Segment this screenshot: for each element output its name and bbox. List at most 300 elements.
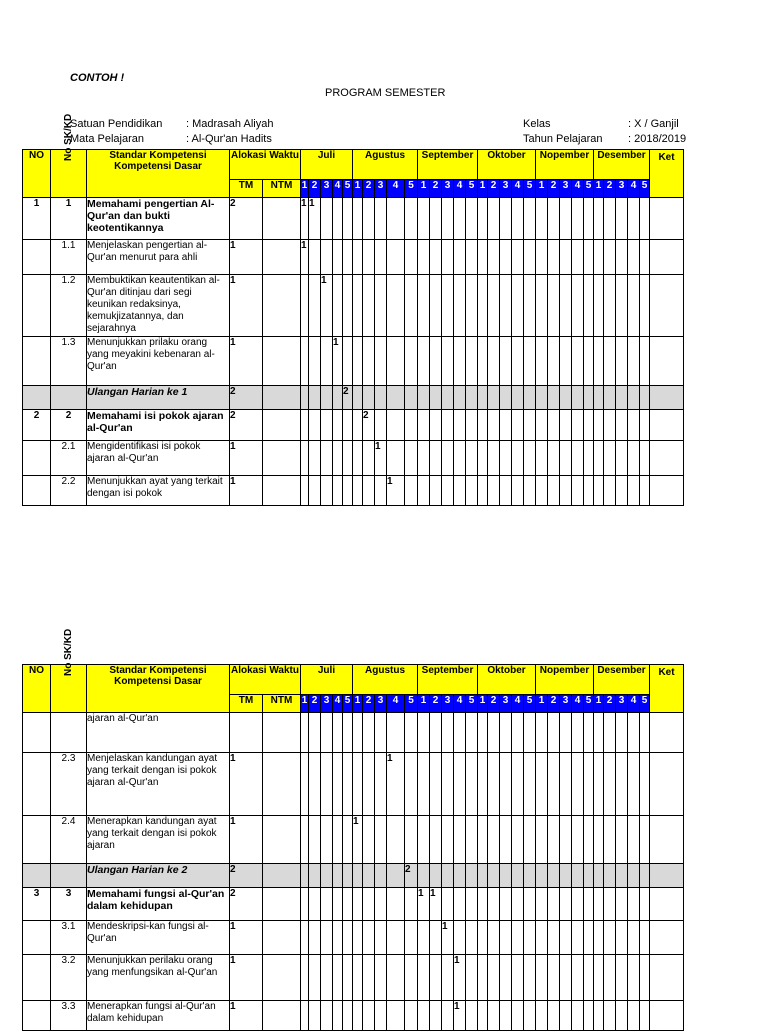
header-week: 5 — [343, 180, 353, 198]
row-kd: 2 — [51, 410, 87, 441]
week-cell — [604, 275, 616, 337]
week-cell — [604, 888, 616, 921]
week-cell — [548, 441, 560, 476]
week-cell — [478, 198, 488, 240]
week-cell — [375, 476, 387, 506]
header-week: 1 — [301, 180, 309, 198]
week-cell — [548, 955, 560, 1001]
header-week: 2 — [430, 180, 442, 198]
week-cell — [454, 753, 466, 816]
header-ntm: NTM — [263, 180, 301, 198]
week-cell — [560, 864, 572, 888]
week-cell — [616, 240, 628, 275]
row-competency: Membuktikan keautentikan al-Qur'an ditinjau dari segi keunikan redaksinya, kemukjizatannya, dan sejarahnya — [87, 275, 230, 337]
week-cell — [536, 410, 548, 441]
week-cell — [430, 441, 442, 476]
row-competency: Menunjukkan perilaku orang yang menfungsikan al-Qur'an — [87, 955, 230, 1001]
week-cell — [512, 816, 524, 864]
week-cell — [536, 816, 548, 864]
week-cell — [454, 816, 466, 864]
week-cell — [572, 816, 584, 864]
week-cell — [430, 240, 442, 275]
week-cell — [560, 386, 572, 410]
row-competency: Memahami isi pokok ajaran al-Qur'an — [87, 410, 230, 441]
week-cell — [309, 410, 321, 441]
table-row — [23, 476, 684, 506]
week-cell — [442, 864, 454, 888]
week-cell — [478, 275, 488, 337]
week-cell — [387, 337, 405, 386]
week-cell — [628, 275, 640, 337]
week-cell — [584, 198, 594, 240]
week-cell — [560, 275, 572, 337]
week-cell — [616, 753, 628, 816]
row-competency: Menerapkan fungsi al-Qur'an dalam kehidupan — [87, 1001, 230, 1031]
week-cell — [616, 713, 628, 753]
week-cell — [430, 386, 442, 410]
row-ket — [650, 888, 684, 921]
week-cell — [418, 955, 430, 1001]
week-cell — [375, 713, 387, 753]
header-month: Agustus — [353, 665, 418, 695]
week-cell — [524, 955, 536, 1001]
header-week: 1 — [536, 180, 548, 198]
table-row — [23, 240, 684, 275]
week-cell: 1 — [309, 198, 321, 240]
row-ket — [650, 476, 684, 506]
row-tm: 2 — [230, 410, 263, 441]
week-cell — [640, 888, 650, 921]
week-cell — [387, 864, 405, 888]
week-cell — [333, 713, 343, 753]
week-cell — [466, 921, 478, 955]
week-cell — [343, 476, 353, 506]
week-cell — [387, 386, 405, 410]
week-cell — [536, 753, 548, 816]
week-cell — [301, 816, 309, 864]
week-cell — [488, 713, 500, 753]
week-cell — [430, 1001, 442, 1031]
satuan-label: Satuan Pendidikan — [70, 118, 163, 130]
week-cell — [640, 240, 650, 275]
week-cell — [375, 410, 387, 441]
week-cell — [301, 888, 309, 921]
header-week: 1 — [478, 695, 488, 713]
week-cell — [454, 476, 466, 506]
week-cell — [594, 386, 604, 410]
week-cell — [321, 753, 333, 816]
row-ntm — [263, 921, 301, 955]
week-cell — [488, 198, 500, 240]
row-ntm — [263, 955, 301, 1001]
week-cell — [560, 441, 572, 476]
week-cell — [560, 713, 572, 753]
week-cell — [488, 240, 500, 275]
header-week: 5 — [405, 695, 418, 713]
week-cell — [616, 888, 628, 921]
header-sk-kd-label: No SK/KD — [62, 113, 74, 161]
week-cell — [321, 955, 333, 1001]
week-cell — [594, 337, 604, 386]
week-cell — [442, 337, 454, 386]
row-ket — [650, 713, 684, 753]
week-cell — [604, 198, 616, 240]
week-cell — [321, 337, 333, 386]
header-week: 4 — [628, 180, 640, 198]
row-ntm — [263, 337, 301, 386]
row-ket — [650, 864, 684, 888]
week-cell — [524, 864, 536, 888]
header-week: 3 — [560, 180, 572, 198]
week-cell — [301, 441, 309, 476]
week-cell — [363, 386, 375, 410]
row-kd: 3.1 — [51, 921, 87, 955]
week-cell — [387, 275, 405, 337]
week-cell — [560, 921, 572, 955]
header-week: 2 — [430, 695, 442, 713]
week-cell — [375, 888, 387, 921]
week-cell — [604, 386, 616, 410]
week-cell — [640, 816, 650, 864]
week-cell — [353, 888, 363, 921]
week-cell — [442, 410, 454, 441]
header-no: NO — [23, 150, 51, 198]
week-cell — [628, 921, 640, 955]
week-cell — [536, 275, 548, 337]
week-cell — [454, 337, 466, 386]
week-cell — [488, 1001, 500, 1031]
week-cell — [363, 713, 375, 753]
week-cell — [466, 410, 478, 441]
header-week: 3 — [500, 180, 512, 198]
week-cell — [353, 864, 363, 888]
row-ntm — [263, 753, 301, 816]
week-cell — [512, 864, 524, 888]
week-cell — [640, 1001, 650, 1031]
week-cell — [640, 476, 650, 506]
week-cell — [353, 1001, 363, 1031]
row-tm: 2 — [230, 864, 263, 888]
week-cell: 1 — [454, 1001, 466, 1031]
week-cell — [466, 1001, 478, 1031]
week-cell — [478, 713, 488, 753]
row-ket — [650, 921, 684, 955]
week-cell — [353, 921, 363, 955]
week-cell — [536, 476, 548, 506]
week-cell — [375, 337, 387, 386]
week-cell — [309, 275, 321, 337]
week-cell — [387, 1001, 405, 1031]
week-cell — [405, 955, 418, 1001]
week-cell: 1 — [454, 955, 466, 1001]
example-label: CONTOH ! — [70, 72, 125, 84]
week-cell — [442, 240, 454, 275]
week-cell — [375, 753, 387, 816]
week-cell — [363, 476, 375, 506]
week-cell — [594, 410, 604, 441]
header-week: 3 — [375, 695, 387, 713]
row-ntm — [263, 240, 301, 275]
week-cell — [594, 476, 604, 506]
week-cell — [488, 441, 500, 476]
week-cell — [572, 1001, 584, 1031]
week-cell — [584, 864, 594, 888]
week-cell — [604, 753, 616, 816]
header-alokasi: Alokasi Waktu — [230, 150, 301, 180]
week-cell — [363, 921, 375, 955]
week-cell — [584, 753, 594, 816]
week-cell — [536, 713, 548, 753]
week-cell — [572, 198, 584, 240]
row-no — [23, 337, 51, 386]
week-cell — [405, 888, 418, 921]
week-cell — [628, 410, 640, 441]
week-cell — [405, 198, 418, 240]
header-ket: Ket — [650, 150, 684, 198]
row-ket — [650, 198, 684, 240]
row-no — [23, 753, 51, 816]
row-ket — [650, 955, 684, 1001]
week-cell — [363, 864, 375, 888]
week-cell — [363, 1001, 375, 1031]
header-month: Desember — [594, 665, 650, 695]
row-ket — [650, 1001, 684, 1031]
week-cell — [418, 816, 430, 864]
week-cell — [572, 955, 584, 1001]
week-cell — [430, 816, 442, 864]
week-cell — [442, 441, 454, 476]
week-cell — [584, 476, 594, 506]
week-cell — [640, 753, 650, 816]
header-week: 3 — [321, 180, 333, 198]
week-cell — [454, 441, 466, 476]
week-cell — [430, 337, 442, 386]
row-no: 2 — [23, 410, 51, 441]
week-cell — [512, 441, 524, 476]
week-cell — [321, 864, 333, 888]
header-week: 3 — [616, 695, 628, 713]
week-cell — [560, 753, 572, 816]
week-cell: 1 — [301, 198, 309, 240]
week-cell — [375, 198, 387, 240]
table-row — [23, 410, 684, 441]
row-ntm — [263, 275, 301, 337]
week-cell — [466, 441, 478, 476]
week-cell — [387, 198, 405, 240]
week-cell — [454, 198, 466, 240]
week-cell — [524, 921, 536, 955]
week-cell — [363, 816, 375, 864]
header-week: 5 — [640, 695, 650, 713]
week-cell — [512, 337, 524, 386]
header-week: 2 — [604, 695, 616, 713]
week-cell — [560, 240, 572, 275]
week-cell — [584, 955, 594, 1001]
week-cell — [343, 753, 353, 816]
row-ntm — [263, 410, 301, 441]
week-cell — [375, 386, 387, 410]
week-cell — [524, 1001, 536, 1031]
week-cell — [594, 816, 604, 864]
header-week: 4 — [572, 180, 584, 198]
week-cell — [616, 198, 628, 240]
week-cell — [628, 441, 640, 476]
week-cell — [405, 816, 418, 864]
week-cell: 2 — [405, 864, 418, 888]
week-cell — [430, 476, 442, 506]
week-cell — [560, 888, 572, 921]
week-cell — [604, 337, 616, 386]
week-cell — [548, 921, 560, 955]
row-no — [23, 275, 51, 337]
row-ntm — [263, 476, 301, 506]
table-row — [23, 864, 684, 888]
row-tm — [230, 713, 263, 753]
row-competency: Memahami fungsi al-Qur'an dalam kehidupan — [87, 888, 230, 921]
week-cell: 1 — [387, 753, 405, 816]
row-ket — [650, 337, 684, 386]
week-cell — [387, 240, 405, 275]
week-cell — [572, 275, 584, 337]
week-cell: 1 — [353, 816, 363, 864]
row-competency: ajaran al-Qur'an — [87, 713, 230, 753]
week-cell — [628, 955, 640, 1001]
week-cell — [536, 337, 548, 386]
row-no — [23, 386, 51, 410]
week-cell — [572, 921, 584, 955]
week-cell — [584, 921, 594, 955]
week-cell — [309, 476, 321, 506]
row-kd: 1 — [51, 198, 87, 240]
week-cell — [524, 410, 536, 441]
week-cell — [500, 816, 512, 864]
header-sk-kd-label: No SK/KD — [62, 628, 74, 676]
page-title: PROGRAM SEMESTER — [325, 87, 446, 99]
row-ket — [650, 441, 684, 476]
week-cell — [333, 816, 343, 864]
week-cell: 1 — [430, 888, 442, 921]
header-week: 4 — [333, 695, 343, 713]
header-week: 5 — [584, 180, 594, 198]
week-cell — [488, 275, 500, 337]
week-cell — [628, 386, 640, 410]
tahun-label: Tahun Pelajaran — [523, 133, 603, 145]
header-week: 3 — [442, 695, 454, 713]
week-cell — [343, 888, 353, 921]
week-cell — [405, 1001, 418, 1031]
week-cell — [387, 888, 405, 921]
week-cell — [500, 198, 512, 240]
week-cell — [442, 816, 454, 864]
week-cell — [500, 955, 512, 1001]
week-cell — [301, 921, 309, 955]
week-cell — [454, 921, 466, 955]
row-no: 1 — [23, 198, 51, 240]
header-week: 3 — [321, 695, 333, 713]
week-cell — [301, 476, 309, 506]
week-cell — [548, 240, 560, 275]
week-cell — [500, 410, 512, 441]
header-week: 3 — [500, 695, 512, 713]
header-alokasi: Alokasi Waktu — [230, 665, 301, 695]
header-tm: TM — [230, 180, 263, 198]
row-ntm — [263, 1001, 301, 1031]
week-cell — [628, 240, 640, 275]
header-tm: TM — [230, 695, 263, 713]
week-cell — [616, 386, 628, 410]
week-cell — [466, 240, 478, 275]
week-cell — [418, 386, 430, 410]
week-cell — [548, 713, 560, 753]
week-cell — [604, 410, 616, 441]
week-cell — [343, 240, 353, 275]
week-cell — [442, 955, 454, 1001]
week-cell — [572, 753, 584, 816]
week-cell — [418, 240, 430, 275]
week-cell — [353, 337, 363, 386]
week-cell — [500, 713, 512, 753]
week-cell — [301, 386, 309, 410]
week-cell — [333, 410, 343, 441]
week-cell — [333, 921, 343, 955]
week-cell — [560, 198, 572, 240]
row-competency: Ulangan Harian ke 2 — [87, 864, 230, 888]
week-cell — [584, 410, 594, 441]
row-ntm — [263, 386, 301, 410]
week-cell — [442, 198, 454, 240]
week-cell — [466, 386, 478, 410]
header-week: 1 — [418, 695, 430, 713]
week-cell: 1 — [333, 337, 343, 386]
week-cell — [333, 888, 343, 921]
week-cell — [418, 921, 430, 955]
row-tm: 1 — [230, 337, 263, 386]
week-cell — [363, 337, 375, 386]
week-cell — [640, 337, 650, 386]
week-cell — [560, 1001, 572, 1031]
week-cell — [604, 816, 616, 864]
week-cell — [604, 864, 616, 888]
week-cell — [321, 198, 333, 240]
row-ket — [650, 753, 684, 816]
week-cell — [363, 888, 375, 921]
header-week: 4 — [512, 180, 524, 198]
row-no — [23, 441, 51, 476]
header-no: NO — [23, 665, 51, 713]
week-cell — [333, 864, 343, 888]
week-cell — [353, 410, 363, 441]
week-cell — [500, 337, 512, 386]
header-sk-kd — [51, 113, 87, 198]
table-row — [23, 1001, 684, 1031]
header-month: Nopember — [536, 665, 594, 695]
semester-program-table-2 — [22, 628, 684, 1031]
week-cell — [387, 816, 405, 864]
row-kd — [51, 386, 87, 410]
week-cell — [572, 410, 584, 441]
week-cell — [353, 476, 363, 506]
week-cell — [628, 753, 640, 816]
week-cell — [430, 864, 442, 888]
week-cell: 2 — [343, 386, 353, 410]
week-cell — [628, 337, 640, 386]
week-cell — [343, 441, 353, 476]
week-cell — [572, 864, 584, 888]
week-cell — [488, 816, 500, 864]
week-cell — [640, 955, 650, 1001]
week-cell — [309, 888, 321, 921]
mapel-value: : Al-Qur'an Hadits — [186, 133, 272, 145]
